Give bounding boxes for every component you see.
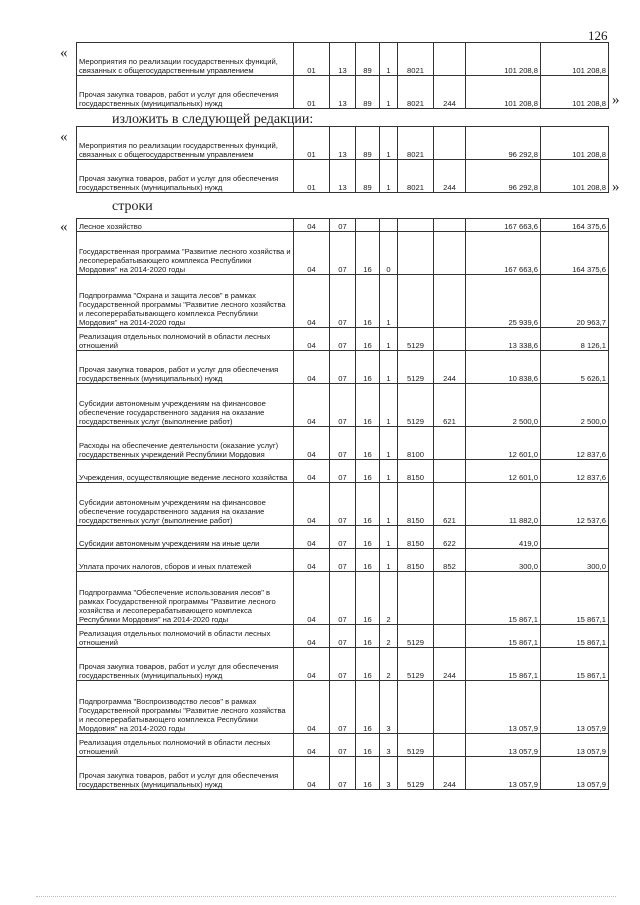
section-code: 04 <box>294 460 330 483</box>
section-code: 04 <box>294 351 330 384</box>
row-name: Подпрограмма "Воспроизводство лесов" в рамках Государственной программы "Развитие лесного хозяйства и лесоперерабатывающего комплекса Республики Мордовия" на 2014-2020 годы <box>77 681 294 734</box>
item-code: 8021 <box>398 76 434 109</box>
item-code <box>398 232 434 275</box>
section-code: 04 <box>294 625 330 648</box>
table-row <box>77 328 609 351</box>
amount-2015: 96 292,8 <box>466 127 541 160</box>
amount-2016: 101 208,8 <box>541 127 609 160</box>
program-code: 16 <box>356 757 380 790</box>
section-code: 04 <box>294 681 330 734</box>
program-code: 16 <box>356 549 380 572</box>
subprogram-code: 2 <box>380 572 398 625</box>
expense-type-code <box>434 460 466 483</box>
amount-2015: 15 867,1 <box>466 572 541 625</box>
amount-2016: 20 963,7 <box>541 275 609 328</box>
subsection-code: 07 <box>330 427 356 460</box>
edition-heading: изложить в следующей редакции: <box>112 112 314 127</box>
item-code <box>398 572 434 625</box>
forestry-rows-table <box>76 218 609 790</box>
item-code: 8150 <box>398 460 434 483</box>
subsection-code: 07 <box>330 625 356 648</box>
amount-2015: 101 208,8 <box>466 76 541 109</box>
subsection-code: 07 <box>330 483 356 526</box>
amount-2015: 96 292,8 <box>466 160 541 193</box>
amount-2015: 11 882,0 <box>466 483 541 526</box>
subprogram-code <box>380 219 398 232</box>
amount-2015: 15 867,1 <box>466 648 541 681</box>
subsection-code: 13 <box>330 127 356 160</box>
expense-type-code: 244 <box>434 648 466 681</box>
row-name: Уплата прочих налогов, сборов и иных платежей <box>77 549 294 572</box>
section-code: 01 <box>294 43 330 76</box>
subprogram-code: 3 <box>380 757 398 790</box>
item-code: 8021 <box>398 43 434 76</box>
amount-2015: 13 057,9 <box>466 681 541 734</box>
item-code: 8100 <box>398 427 434 460</box>
row-name: Мероприятия по реализации государственных функций, связанных с общегосударственным управлением <box>77 43 294 76</box>
subprogram-code: 1 <box>380 43 398 76</box>
amount-2016: 15 867,1 <box>541 648 609 681</box>
section-code: 04 <box>294 757 330 790</box>
expense-type-code <box>434 232 466 275</box>
row-name: Подпрограмма "Обеспечение использования лесов" в рамках Государственной программы "Развитие лесного хозяйства и лесоперерабатывающего комплекса Республики Мордовия" на 2014-2020 годы <box>77 572 294 625</box>
item-code <box>398 681 434 734</box>
subprogram-code: 1 <box>380 328 398 351</box>
row-name: Прочая закупка товаров, работ и услуг для обеспечения государственных (муниципальных) нужд <box>77 351 294 384</box>
program-code: 89 <box>356 160 380 193</box>
item-code: 5129 <box>398 625 434 648</box>
amount-2015: 25 939,6 <box>466 275 541 328</box>
amount-2016: 15 867,1 <box>541 572 609 625</box>
closing-quote-1: » <box>612 92 620 108</box>
program-code <box>356 219 380 232</box>
amount-2015: 12 601,0 <box>466 427 541 460</box>
subprogram-code: 2 <box>380 648 398 681</box>
section-code: 04 <box>294 648 330 681</box>
section-code: 01 <box>294 127 330 160</box>
current-edition-table <box>76 42 609 109</box>
expense-type-code: 852 <box>434 549 466 572</box>
section-code: 01 <box>294 76 330 109</box>
amount-2015: 13 338,6 <box>466 328 541 351</box>
table-row <box>77 351 609 384</box>
expense-type-code: 244 <box>434 160 466 193</box>
row-name: Мероприятия по реализации государственных функций, связанных с общегосударственным управлением <box>77 127 294 160</box>
item-code: 5129 <box>398 734 434 757</box>
item-code: 5129 <box>398 351 434 384</box>
expense-type-code <box>434 275 466 328</box>
subsection-code: 13 <box>330 76 356 109</box>
expense-type-code <box>434 328 466 351</box>
section-code: 04 <box>294 734 330 757</box>
amount-2016: 12 837,6 <box>541 427 609 460</box>
row-name: Прочая закупка товаров, работ и услуг для обеспечения государственных (муниципальных) нужд <box>77 76 294 109</box>
row-name: Прочая закупка товаров, работ и услуг для обеспечения государственных (муниципальных) нужд <box>77 160 294 193</box>
amount-2016: 101 208,8 <box>541 160 609 193</box>
scan-edge <box>36 896 616 898</box>
program-code: 16 <box>356 384 380 427</box>
table-row <box>77 549 609 572</box>
expense-type-code: 621 <box>434 384 466 427</box>
subsection-code: 07 <box>330 757 356 790</box>
subsection-code: 07 <box>330 572 356 625</box>
amount-2015: 10 838,6 <box>466 351 541 384</box>
amount-2016: 164 375,6 <box>541 232 609 275</box>
amount-2016: 12 837,6 <box>541 460 609 483</box>
amount-2016: 15 867,1 <box>541 625 609 648</box>
table-row <box>77 76 609 109</box>
subsection-code: 07 <box>330 549 356 572</box>
table-row <box>77 734 609 757</box>
amount-2015: 13 057,9 <box>466 757 541 790</box>
section-code: 04 <box>294 275 330 328</box>
amount-2016: 2 500,0 <box>541 384 609 427</box>
subsection-code: 07 <box>330 384 356 427</box>
subprogram-code: 1 <box>380 275 398 328</box>
section-code: 04 <box>294 427 330 460</box>
subprogram-code: 1 <box>380 76 398 109</box>
amount-2015: 167 663,6 <box>466 232 541 275</box>
table-row <box>77 460 609 483</box>
subprogram-code: 1 <box>380 549 398 572</box>
program-code: 16 <box>356 232 380 275</box>
rows-heading: строки <box>112 199 153 214</box>
amount-2016: 101 208,8 <box>541 76 609 109</box>
section-code: 04 <box>294 549 330 572</box>
amount-2015: 15 867,1 <box>466 625 541 648</box>
table-row <box>77 275 609 328</box>
program-code: 16 <box>356 734 380 757</box>
subsection-code: 07 <box>330 734 356 757</box>
table-row <box>77 160 609 193</box>
row-name: Субсидии автономным учреждениям на иные цели <box>77 526 294 549</box>
subprogram-code: 1 <box>380 460 398 483</box>
subsection-code: 07 <box>330 275 356 328</box>
row-name: Реализация отдельных полномочий в области лесных отношений <box>77 734 294 757</box>
subprogram-code: 3 <box>380 734 398 757</box>
subprogram-code: 2 <box>380 625 398 648</box>
amount-2016: 13 057,9 <box>541 734 609 757</box>
closing-quote-2: » <box>612 179 620 195</box>
expense-type-code: 621 <box>434 483 466 526</box>
amount-2015: 2 500,0 <box>466 384 541 427</box>
amount-2016: 8 126,1 <box>541 328 609 351</box>
subsection-code: 07 <box>330 648 356 681</box>
program-code: 16 <box>356 681 380 734</box>
table-row <box>77 232 609 275</box>
item-code: 8021 <box>398 160 434 193</box>
row-name: Прочая закупка товаров, работ и услуг для обеспечения государственных (муниципальных) нужд <box>77 648 294 681</box>
amount-2016 <box>541 526 609 549</box>
new-edition-table <box>76 126 609 193</box>
amount-2015: 167 663,6 <box>466 219 541 232</box>
table-row <box>77 43 609 76</box>
amount-2016: 101 208,8 <box>541 43 609 76</box>
section-code: 04 <box>294 572 330 625</box>
opening-quote-2: « <box>60 129 68 145</box>
subprogram-code: 0 <box>380 232 398 275</box>
table-row <box>77 526 609 549</box>
subsection-code: 07 <box>330 219 356 232</box>
row-name: Субсидии автономным учреждениям на финансовое обеспечение государственного задания на оказание государственных услуг (выполнение работ) <box>77 483 294 526</box>
row-name: Реализация отдельных полномочий в области лесных отношений <box>77 328 294 351</box>
subprogram-code: 1 <box>380 160 398 193</box>
program-code: 16 <box>356 427 380 460</box>
amount-2016: 300,0 <box>541 549 609 572</box>
subsection-code: 13 <box>330 160 356 193</box>
item-code: 8150 <box>398 483 434 526</box>
item-code <box>398 275 434 328</box>
program-code: 16 <box>356 648 380 681</box>
row-name: Учреждения, осуществляющие ведение лесного хозяйства <box>77 460 294 483</box>
amount-2015: 419,0 <box>466 526 541 549</box>
amount-2015: 12 601,0 <box>466 460 541 483</box>
expense-type-code <box>434 572 466 625</box>
amount-2016: 5 626,1 <box>541 351 609 384</box>
expense-type-code: 622 <box>434 526 466 549</box>
row-name: Лесное хозяйство <box>77 219 294 232</box>
row-name: Субсидии автономным учреждениям на финансовое обеспечение государственного задания на оказание государственных услуг (выполнение работ) <box>77 384 294 427</box>
section-code: 04 <box>294 384 330 427</box>
expense-type-code <box>434 625 466 648</box>
table-row <box>77 625 609 648</box>
section-code: 04 <box>294 219 330 232</box>
item-code <box>398 219 434 232</box>
subsection-code: 07 <box>330 526 356 549</box>
table-row <box>77 219 609 232</box>
section-code: 04 <box>294 483 330 526</box>
item-code: 5129 <box>398 648 434 681</box>
expense-type-code: 244 <box>434 351 466 384</box>
program-code: 16 <box>356 351 380 384</box>
expense-type-code <box>434 427 466 460</box>
item-code: 8150 <box>398 549 434 572</box>
subprogram-code: 1 <box>380 384 398 427</box>
amount-2016: 13 057,9 <box>541 757 609 790</box>
program-code: 16 <box>356 460 380 483</box>
subprogram-code: 1 <box>380 483 398 526</box>
expense-type-code: 244 <box>434 757 466 790</box>
subsection-code: 07 <box>330 351 356 384</box>
item-code: 8021 <box>398 127 434 160</box>
expense-type-code <box>434 43 466 76</box>
subsection-code: 07 <box>330 460 356 483</box>
row-name: Подпрограмма "Охрана и защита лесов" в рамках Государственной программы "Развитие лесного хозяйства и лесоперерабатывающего комплекса Республики Мордовия" на 2014-2020 годы <box>77 275 294 328</box>
expense-type-code <box>434 127 466 160</box>
subsection-code: 13 <box>330 43 356 76</box>
table-row <box>77 648 609 681</box>
program-code: 16 <box>356 625 380 648</box>
program-code: 16 <box>356 328 380 351</box>
table-row <box>77 757 609 790</box>
subprogram-code: 1 <box>380 427 398 460</box>
row-name: Государственная программа "Развитие лесного хозяйства и лесоперерабатывающего комплекса Республики Мордовия" на 2014-2020 годы <box>77 232 294 275</box>
program-code: 16 <box>356 275 380 328</box>
table-row <box>77 384 609 427</box>
table-row <box>77 483 609 526</box>
expense-type-code <box>434 734 466 757</box>
opening-quote-1: « <box>60 45 68 61</box>
row-name: Реализация отдельных полномочий в области лесных отношений <box>77 625 294 648</box>
expense-type-code <box>434 681 466 734</box>
section-code: 01 <box>294 160 330 193</box>
opening-quote-3: « <box>60 219 68 235</box>
page-number: 126 <box>588 28 608 43</box>
amount-2016: 12 537,6 <box>541 483 609 526</box>
amount-2015: 300,0 <box>466 549 541 572</box>
amount-2015: 101 208,8 <box>466 43 541 76</box>
amount-2016: 13 057,9 <box>541 681 609 734</box>
subsection-code: 07 <box>330 232 356 275</box>
table-row <box>77 427 609 460</box>
section-code: 04 <box>294 526 330 549</box>
program-code: 89 <box>356 43 380 76</box>
table-row <box>77 572 609 625</box>
item-code: 8150 <box>398 526 434 549</box>
amount-2015: 13 057,9 <box>466 734 541 757</box>
item-code: 5129 <box>398 757 434 790</box>
program-code: 16 <box>356 483 380 526</box>
table-row <box>77 681 609 734</box>
expense-type-code <box>434 219 466 232</box>
amount-2016: 164 375,6 <box>541 219 609 232</box>
program-code: 89 <box>356 76 380 109</box>
subprogram-code: 3 <box>380 681 398 734</box>
section-code: 04 <box>294 328 330 351</box>
subsection-code: 07 <box>330 681 356 734</box>
subprogram-code: 1 <box>380 127 398 160</box>
subprogram-code: 1 <box>380 526 398 549</box>
row-name: Расходы на обеспечение деятельности (оказание услуг) государственных учреждений Республики Мордовия <box>77 427 294 460</box>
item-code: 5129 <box>398 328 434 351</box>
subsection-code: 07 <box>330 328 356 351</box>
program-code: 16 <box>356 526 380 549</box>
expense-type-code: 244 <box>434 76 466 109</box>
section-code: 04 <box>294 232 330 275</box>
table-row <box>77 127 609 160</box>
subprogram-code: 1 <box>380 351 398 384</box>
row-name: Прочая закупка товаров, работ и услуг для обеспечения государственных (муниципальных) нужд <box>77 757 294 790</box>
program-code: 16 <box>356 572 380 625</box>
item-code: 5129 <box>398 384 434 427</box>
program-code: 89 <box>356 127 380 160</box>
